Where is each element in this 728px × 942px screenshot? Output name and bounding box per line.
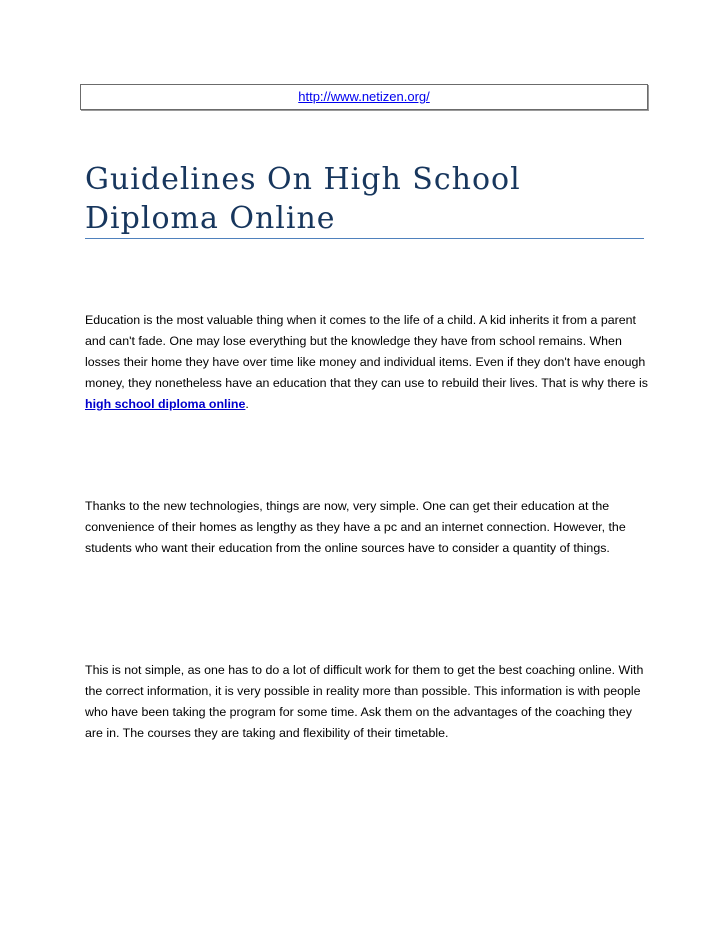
- high-school-diploma-online-link[interactable]: high school diploma online: [85, 397, 246, 411]
- paragraph-3: This is not simple, as one has to do a lot of difficult work for them to get the best coaching online. With the correct information, it is very possible in reality more than possible. This information is with people who have been taking the program for some time. Ask them on the advantages of the coaching they are in. The courses they are taking and flexibility of their timetable.: [85, 663, 644, 740]
- paragraph-1-text: Education is the most valuable thing when it comes to the life of a child. A kid inherits it from a parent and can't fade. One may lose everything but the knowledge they have from school remains. When losses their home they have over time like money and individual items. Even if they don't have enough money, they nonetheless have an education that they can use to rebuild their lives. That is why there is: [85, 313, 648, 390]
- paragraph-2: Thanks to the new technologies, things are now, very simple. One can get their education at the convenience of their homes as lengthy as they have a pc and an internet connection. However, the students who want their education from the online sources have to consider a quantity of things.: [85, 499, 626, 555]
- paragraph-1-end: .: [245, 397, 249, 411]
- header-box: [80, 84, 648, 110]
- page-title: Guidelines On High School Diploma Online: [85, 162, 521, 236]
- paragraph-1: [85, 310, 650, 415]
- title-divider: [85, 238, 644, 239]
- header-url-link[interactable]: http://www.netizen.org/: [298, 89, 430, 104]
